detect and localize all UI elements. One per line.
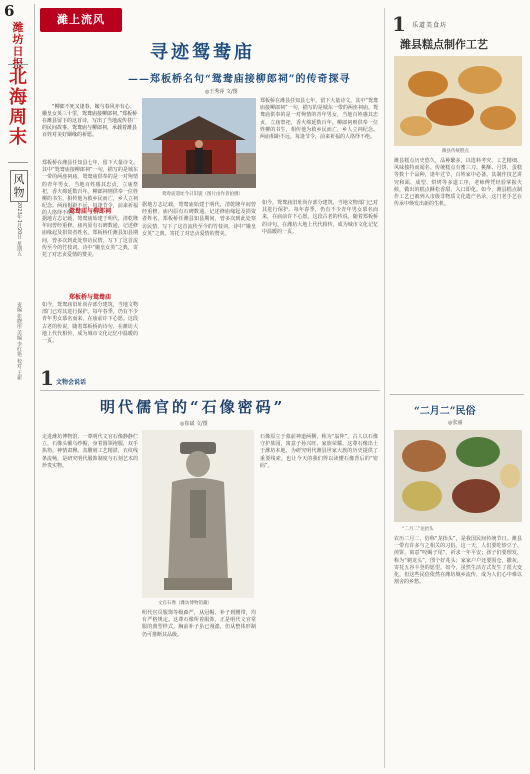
divider <box>390 394 524 395</box>
article-intro: “柳郎不死又逢春，嫁与春风亦有心。娥皇女英三十里，鸳鸯庙接柳郎祠。”郑板桥在潍县留下的这首诗，写出了当地流传甚广的民间故事。鸳鸯庙与柳郎祠，承载着潍县百姓对美好姻缘的祈愿。 <box>42 104 138 138</box>
article-body: 郑板桥在潍县任知县七年，留下大量诗文。其中“鸳鸯庙接柳郎祠”一句，描写的是城东一带的两座祠庙。鸳鸯庙供奉的是一对殉情的青年男女，当地百姓感其忠贞，立庙祭祀，香火绵延数百年。柳郎祠则供奉一位姓柳的书生，相传他为救乡民而亡，乡人立祠纪念。两庙相距不远，每逢节令，前来祈福的人络绎不绝。 <box>42 160 138 217</box>
sidebar-header: 乐道美食坊 <box>412 22 448 29</box>
article-title: 寻迹鸳鸯庙 <box>150 42 255 63</box>
article-body: 如今，鸳鸯庙旧址尚存部分建筑，当地文物部门已对其进行保护。每年春季，仍有不少青年男女慕名而来，在庙前许下心愿。这段古老的传说，随着郑板桥的诗句，在潍坊大地上代代相传，成为城市文化记忆中温暖的一页。 <box>262 200 378 235</box>
divider <box>8 162 28 163</box>
paper-name: 潍坊日报 <box>12 21 24 70</box>
pastry-photo <box>394 56 522 146</box>
section-number: 1 <box>40 366 54 390</box>
article-subhead: 鸳鸯庙与柳郎祠 <box>68 208 111 215</box>
article-body: 郑板桥在潍县任知县七年，留下大量诗文。其中“鸳鸯庙接柳郎祠”一句，描写的是城东一带的两座祠庙。鸳鸯庙供奉的是一对殉情的青年男女，当地百姓感其忠贞，立庙祭祀，香火绵延数百年。柳郎祠则供奉一位姓柳的书生，相传他为救乡民而亡，乡人立祠纪念。两庙相距不远，每逢节令，前来祈福的人络绎不绝。 <box>260 98 378 141</box>
article-body: 据地方志记载，鸳鸯庙始建于明代，清乾隆年间曾经重修。庙内原有石碑数通，记述修庙缘起及捐资者姓名。郑板桥任潍县知县期间，曾多次到此处察访民情，写下了这首流传至今的竹枝词。诗中“娥皇女英”之典，寄托了对忠贞爱情的赞美。 <box>142 202 256 237</box>
sidebar-title: 潍县糕点制作工艺 <box>400 38 488 51</box>
sidebar-body: 潍县糕点历史悠久，品种繁多，以选料考究、工艺精细、风味独特而闻名。传统糕点有蜜三刀、桃酥、月饼、蛋糕等数十个品种，逢年过节，百姓家中必备。其制作技艺讲究和面、成型、烘烤等多道工序，老师傅凭经验掌握火候，做出的糕点酥松香甜、入口即化。如今，潍县糕点制作工艺已被列入市级非物质文化遗产名录，这门老手艺在传承中焕发出新的生机。 <box>394 158 522 208</box>
photo-caption: “二月二”龙抬头 <box>402 527 434 532</box>
sidebar-body: 农历二月二，俗称“龙抬头”，是我国民间传统节日。潍县一带有许多与之相关的习俗。这一天，人们要吃炒豆子、煎饼，寓意“咬蝎子尾”，祈求一年平安；孩子们要理发，称为“剃龙头”，图个好兆头；家家户户还要围仓、撒灰，寄托五谷丰登的愿望。如今，虽然生活方式发生了很大变化，但这些民俗依然在潍坊城乡流传，成为人们心中难以割舍的乡愁。 <box>394 536 522 586</box>
column-label: 文物会说话 <box>56 379 87 386</box>
date-line: 2023年1月20日 星期五 <box>16 202 22 256</box>
photo-caption: 潍县传统糕点 <box>442 149 469 154</box>
article-subtitle: ——郑板桥名句“鸳鸯庙接柳郎祠”的传奇探寻 <box>128 74 351 85</box>
photo-caption: 文官石像（潍坊博物馆藏） <box>158 601 212 606</box>
temple-photo <box>142 98 256 188</box>
sidebar-byline: ◎张丽 <box>448 420 463 426</box>
sidebar-title: “二月二”民俗 <box>414 406 476 417</box>
section-banner: 濰上流风 <box>40 8 122 32</box>
article-body: 走进潍坊博物馆，一尊明代文官石像静静伫立。石像头戴乌纱帽，身着圆领袍服，双手执笏，神情肃穆。其雕刻工艺精湛，衣纹线条流畅，是研究明代服饰制度与石刻艺术的珍贵实物。 <box>42 434 138 469</box>
photo-caption: 鸳鸯庙遗址今日旧貌（图片由作者拍摄） <box>162 192 243 197</box>
supplement-name: 北海周末 <box>9 67 27 148</box>
article-body: 如今，鸳鸯庙旧址尚存部分建筑，当地文物部门已对其进行保护。每年春季，仍有不少青年男女慕名而来，在庙前许下心愿。这段古老的传说，随着郑板桥的诗句，在潍坊大地上代代相传，成为城市文化记忆中温暖的一页。 <box>42 302 138 345</box>
article-title: 明代儒官的“石像密码” <box>100 398 286 416</box>
article-byline: ◎崔斌 文/图 <box>180 421 208 427</box>
divider <box>384 8 385 768</box>
section-name: 风物 <box>10 170 28 202</box>
article-byline: ◎王秀萍 文/图 <box>205 89 238 95</box>
statue-photo <box>142 430 254 598</box>
beans-photo <box>394 430 522 522</box>
article-body: 石像原立于墓前神道两侧，称为“翁仲”。古人以石像守护墓园，寓意子孙兴旺、家族荣耀。这尊石像出土于潍坊本地，为研究明代潍县世家大族的历史提供了重要线索，也让今天的我们得以读懂石像背后的“密码”。 <box>260 434 378 469</box>
editor-line: 责编 张晓彤 美编 李红艳 校对 王新 <box>16 302 22 380</box>
masthead-strip <box>2 2 32 770</box>
page-number: 6 <box>4 2 15 20</box>
sidebar-number: 1 <box>392 12 406 36</box>
article-body: 据地方志记载，鸳鸯庙始建于明代，清乾隆年间曾经重修。庙内原有石碑数通，记述修庙缘起及捐资者姓名。郑板桥任潍县知县期间，曾多次到此处察访民情，写下了这首流传至今的竹枝词。诗中“娥皇女英”之典，寄托了对忠贞爱情的赞美。 <box>42 216 138 259</box>
divider <box>8 64 28 65</box>
divider <box>40 390 380 391</box>
article-body: 明代官员服饰等级森严，从冠帽、补子到腰带，均有严格规定。这尊石像所着服饰，正是明代文官常服的典型样式。胸前补子虽已漫漶，但从整体形制仍可推断其品级。 <box>142 610 256 638</box>
article-subhead: 郑板桥与鸳鸯庙 <box>68 294 111 301</box>
divider <box>34 4 35 770</box>
